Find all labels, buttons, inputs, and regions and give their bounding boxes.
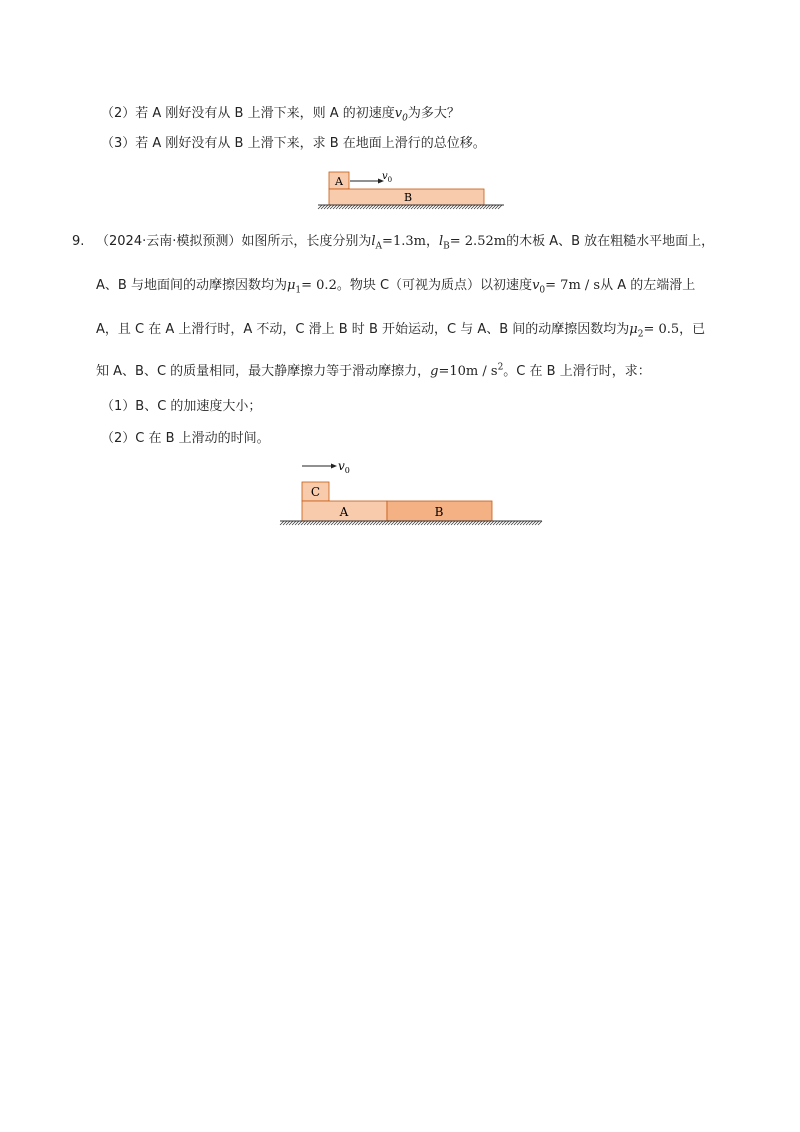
q8-figure [316,168,506,213]
q9-number: 9. [72,234,85,249]
board-a-label: A [339,505,349,519]
q9-figure [278,458,548,530]
block-a-label: A [335,175,343,188]
ground-hatching [280,521,542,525]
board-b-label: B [403,191,413,204]
q9-part2: （2）C 在 B 上滑动的时间。 [101,431,270,446]
q9-line2: A、B 与地面间的动摩擦因数均为$\mu_1= 0.2$。物块 C（可视为质点）以初速度$v_0= 7m / s$从 A 的左端滑上 [96,278,696,296]
q9-line4: 知 A、B、C 的质量相同，最大静摩擦力等于滑动摩擦力，$g=10m / s^2$。C 在 B 上滑行时，求： [96,362,651,379]
v0-symbol: $v_0$ [394,106,408,124]
velocity-label: $v_0$ [338,459,350,475]
velocity-label: $v_0$ [382,171,393,184]
q9-part1: （1）B、C 的加速度大小； [101,399,262,414]
velocity-arrowhead [331,464,337,469]
block-c-label: C [310,485,321,499]
ground-hatching [318,205,502,209]
q9-line3: A，且 C 在 A 上滑行时，A 不动，C 滑上 B 时 B 开始运动，C 与 A、B 间的动摩擦因数均为$\mu_2= 0.5$，已 [96,322,706,340]
board-b-label: B [434,505,444,519]
q8-part3: （3）若 A 刚好没有从 B 上滑下来，求 B 在地面上滑行的总位移。 [101,136,486,151]
q9-line1: （2024·云南·模拟预测）如图所示，长度分别为$l_A=1.3m$，$l_B= 2.52m$的木板 A、B 放在粗糙水平地面上， [96,234,715,252]
q8-part2: （2）若 A 刚好没有从 B 上滑下来，则 A 的初速度$v_0$为多大？ [101,106,460,124]
